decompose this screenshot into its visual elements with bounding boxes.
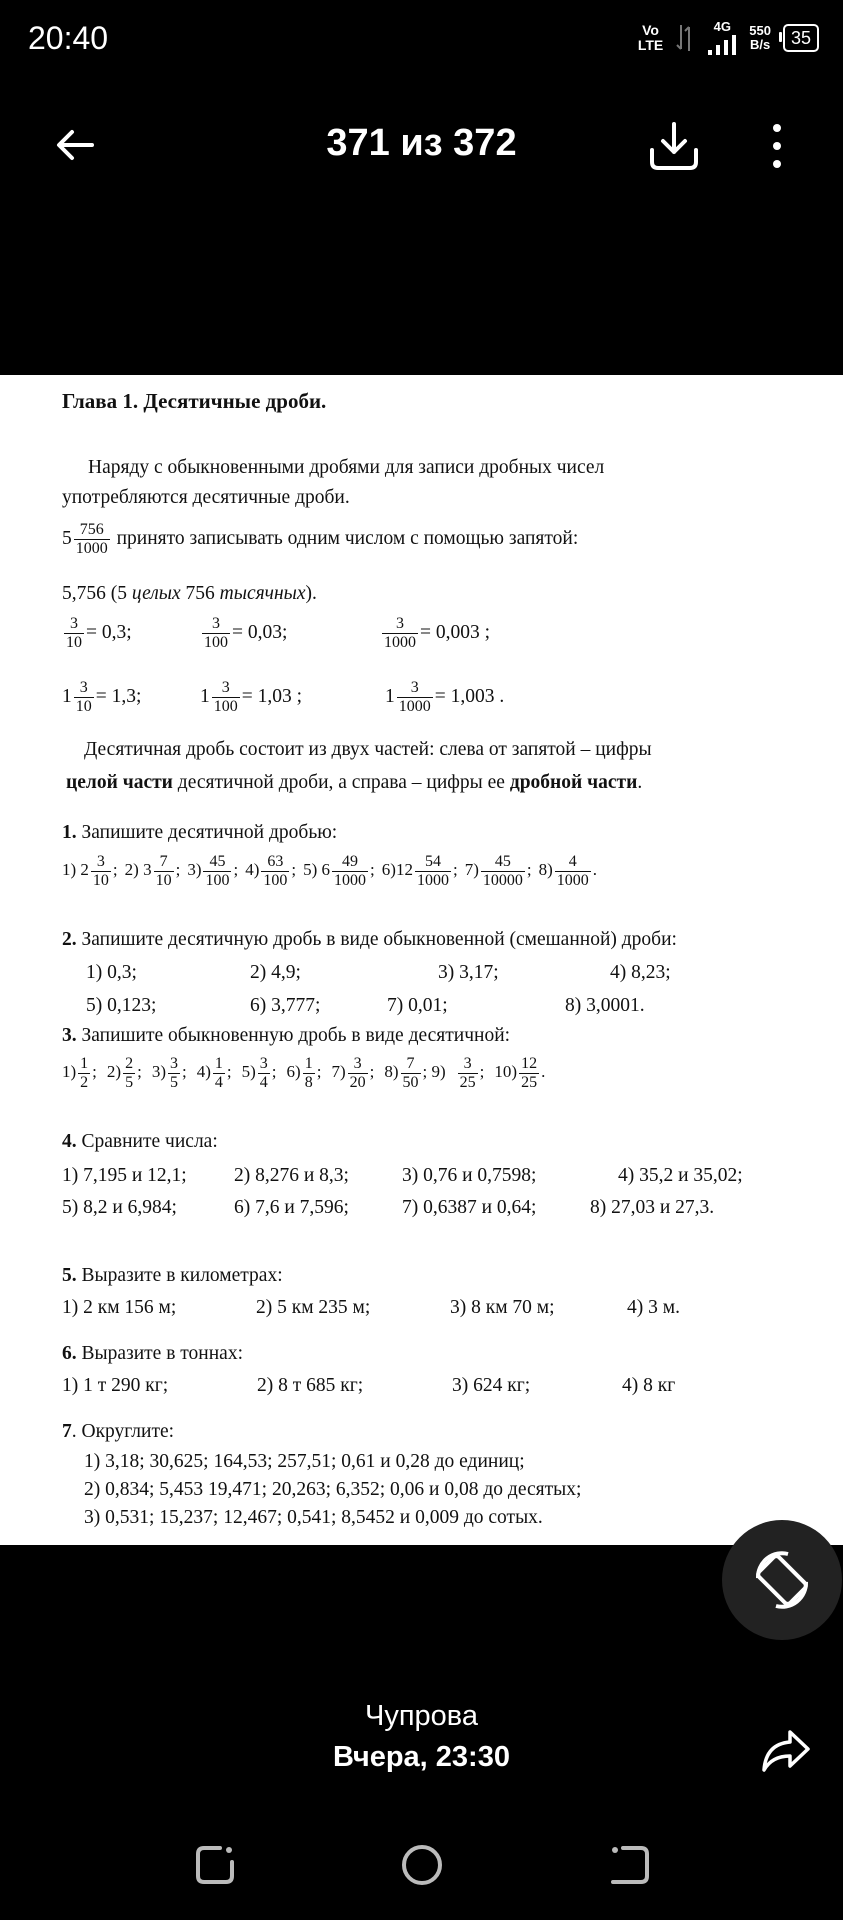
fraction-item: $\frac{3}{25}$ ;: [459, 1055, 485, 1091]
fraction: $\frac{63}{100}$: [263, 853, 288, 889]
home-icon[interactable]: [397, 1840, 447, 1890]
fraction: $\frac{4}{1000}$: [556, 853, 589, 889]
status-time: 20:40: [28, 20, 109, 56]
exercise-4-title: 4. Сравните числа:: [62, 1131, 218, 1152]
exercise-5-item: 2) 5 км 235 м;: [256, 1297, 371, 1318]
fraction-example-3: $\frac{3}{1000}$ = 0,003 ;: [384, 615, 491, 651]
exercise-2-item: 8) 3,0001.: [565, 995, 645, 1016]
sent-time: Вчера, 23:30: [333, 1741, 510, 1773]
data-transfer-icon: [675, 23, 695, 53]
exercise-7-line: 2) 0,834; 5,453 19,471; 20,263; 6,352; 0,06 и 0,08 до десятых;: [84, 1479, 582, 1500]
fraction-item: 10) $\frac{12}{25}$ .: [494, 1055, 546, 1091]
intro-line-2: употребляются десятичные дроби.: [62, 487, 350, 508]
exercise-7-title: 7. Округлите:: [62, 1421, 175, 1442]
composition-line-2: целой части десятичной дроби, а справа – цифры ее дробной части.: [66, 772, 643, 793]
exercise-2-item: 2) 4,9;: [250, 962, 301, 983]
recent-apps-icon[interactable]: [190, 1840, 240, 1890]
exercise-6-title: 6. Выразите в тоннах:: [62, 1343, 243, 1364]
network-type: 4G: [713, 19, 731, 34]
exercise-1-title: 1. Запишите десятичной дробью:: [62, 822, 338, 843]
viewer-toolbar: [0, 100, 843, 190]
fraction: $\frac{1}{4}$: [214, 1055, 223, 1091]
exercise-5-item: 4) 3 м.: [627, 1297, 680, 1318]
mixed-example-1: 1 $\frac{3}{10}$ = 1,3;: [62, 679, 142, 715]
network-speed: 550 B/s: [749, 23, 771, 52]
exercise-5-title: 5. Выразите в километрах:: [62, 1265, 283, 1286]
fraction: $\frac{45}{10000}$: [482, 853, 523, 889]
battery-indicator: 35: [783, 24, 819, 52]
example-line: 5,756 (5 целых 756 тысячных).: [62, 583, 317, 604]
exercise-4-item: 8) 27,03 и 27,3.: [590, 1197, 715, 1218]
exercise-2-item: 6) 3,777;: [250, 995, 321, 1016]
chapter-title: Глава 1. Десятичные дроби.: [62, 389, 327, 413]
fraction-item: 6) $\frac{1}{8}$ ;: [286, 1055, 322, 1091]
fraction-example-2: $\frac{3}{100}$ = 0,03;: [204, 615, 288, 651]
exercise-4-item: 2) 8,276 и 8,3;: [234, 1165, 349, 1186]
composition-line-1: Десятичная дробь состоит из двух частей: слева от запятой – цифры: [84, 739, 652, 760]
mixed-example-3: 1 $\frac{3}{1000}$ = 1,003 .: [385, 679, 505, 715]
fraction: $\frac{3}{4}$: [259, 1055, 268, 1091]
fraction: $\frac{756}{1000}$: [75, 521, 108, 557]
document-page: [0, 375, 843, 1545]
exercise-4-item: 7) 0,6387 и 0,64;: [402, 1197, 537, 1218]
fraction-item: 5) $\frac{3}{4}$ ;: [241, 1055, 277, 1091]
sender-info: [0, 1700, 843, 1774]
exercise-4-item: 1) 7,195 и 12,1;: [62, 1165, 187, 1186]
back-arrow-icon[interactable]: [50, 120, 100, 170]
fraction: $\frac{1}{2}$: [80, 1055, 89, 1091]
exercise-3-title: 3. Запишите обыкновенную дробь в виде десятичной:: [62, 1025, 511, 1046]
exercise-1-items: [62, 853, 604, 890]
signal-group: [707, 20, 737, 56]
fraction: $\frac{12}{25}$: [521, 1055, 538, 1091]
rotate-icon: [722, 1520, 842, 1640]
exercise-7-line: 3) 0,531; 15,237; 12,467; 0,541; 8,5452 и 0,009 до сотых.: [84, 1507, 543, 1528]
download-icon[interactable]: [646, 118, 702, 174]
exercise-3-items: [62, 1055, 555, 1092]
exercise-2-item: 1) 0,3;: [86, 962, 137, 983]
fraction-item: 5) 6 $\frac{49}{1000}$ ;: [303, 853, 375, 889]
fraction-item: 8) $\frac{4}{1000}$ .: [538, 853, 598, 889]
exercise-2-item: 7) 0,01;: [387, 995, 448, 1016]
exercise-5-item: 3) 8 км 70 м;: [450, 1297, 555, 1318]
exercise-6-item: 3) 624 кг;: [452, 1375, 531, 1396]
intro-line-1: Наряду с обыкновенными дробями для записи дробных чисел: [88, 457, 605, 478]
fraction-item: 1) 2 $\frac{3}{10}$ ;: [62, 853, 118, 889]
fraction-item: 6)12 $\frac{54}{1000}$ ;: [381, 853, 458, 889]
status-icons: [638, 20, 819, 56]
fraction: $\frac{3}{10}$: [92, 853, 109, 889]
exercise-4-item: 3) 0,76 и 0,7598;: [402, 1165, 537, 1186]
exercise-2-item: 4) 8,23;: [610, 962, 671, 983]
fraction-item: 1) $\frac{1}{2}$ ;: [62, 1055, 97, 1091]
exercise-2-title: 2. Запишите десятичную дробь в виде обыкновенной (смешанной) дроби:: [62, 929, 677, 950]
fraction: $\frac{7}{50}$: [402, 1055, 419, 1091]
exercise-5-item: 1) 2 км 156 м;: [62, 1297, 177, 1318]
exercise-6-item: 1) 1 т 290 кг;: [62, 1375, 169, 1396]
fraction-item: 7) $\frac{3}{20}$ ;: [331, 1055, 375, 1091]
page-counter: 371 из 372: [326, 122, 517, 164]
fraction: $\frac{3}{20}$: [349, 1055, 366, 1091]
status-bar: [0, 0, 843, 88]
sender-name: Чупрова: [365, 1700, 478, 1732]
exercise-2-item: 3) 3,17;: [438, 962, 499, 983]
exercise-7-line: 1) 3,18; 30,625; 164,53; 257,51; 0,61 и 0,28 до единиц;: [84, 1451, 525, 1472]
exercise-2-item: 5) 0,123;: [86, 995, 157, 1016]
back-nav-icon[interactable]: [605, 1840, 655, 1890]
fraction-item: 3) $\frac{3}{5}$ ;: [151, 1055, 187, 1091]
fraction: $\frac{54}{1000}$: [416, 853, 449, 889]
fraction: $\frac{49}{1000}$: [334, 853, 367, 889]
fraction: $\frac{3}{5}$: [169, 1055, 178, 1091]
exercise-4-item: 4) 35,2 и 35,02;: [618, 1165, 743, 1186]
signal-icon: [707, 34, 737, 56]
rotate-button[interactable]: [722, 1520, 842, 1640]
fraction-item: 8) $\frac{7}{50}$ ; 9): [384, 1055, 446, 1091]
share-icon[interactable]: [758, 1722, 814, 1778]
fraction-item: 2) 3 $\frac{7}{10}$ ;: [124, 853, 181, 889]
exercise-4-item: 6) 7,6 и 7,596;: [234, 1197, 349, 1218]
volte-indicator: Vo LTE: [637, 22, 664, 53]
fraction-item: 3) $\frac{45}{100}$ ;: [187, 853, 239, 889]
exercise-6-item: 2) 8 т 685 кг;: [257, 1375, 364, 1396]
fraction-example-1: $\frac{3}{10}$ = 0,3;: [66, 615, 132, 651]
fraction: $\frac{3}{25}$: [459, 1055, 476, 1091]
fraction: $\frac{1}{8}$: [304, 1055, 313, 1091]
mixed-example-2: 1 $\frac{3}{100}$ = 1,03 ;: [200, 679, 303, 715]
fraction-item: 7) $\frac{45}{10000}$ ;: [464, 853, 532, 889]
exercise-4-item: 5) 8,2 и 6,984;: [62, 1197, 177, 1218]
fraction: $\frac{2}{5}$: [125, 1055, 134, 1091]
fraction: $\frac{7}{10}$: [155, 853, 172, 889]
mixed-example: 5 $\frac{756}{1000}$ принято записывать одним числом с помощью запятой:: [62, 521, 579, 557]
fraction: $\frac{45}{100}$: [205, 853, 230, 889]
fraction-item: 4) $\frac{63}{100}$ ;: [245, 853, 297, 889]
more-options-icon[interactable]: [762, 118, 792, 174]
fraction-item: 4) $\frac{1}{4}$ ;: [196, 1055, 232, 1091]
fraction-item: 2) $\frac{2}{5}$ ;: [106, 1055, 142, 1091]
exercise-6-item: 4) 8 кг: [622, 1375, 676, 1396]
